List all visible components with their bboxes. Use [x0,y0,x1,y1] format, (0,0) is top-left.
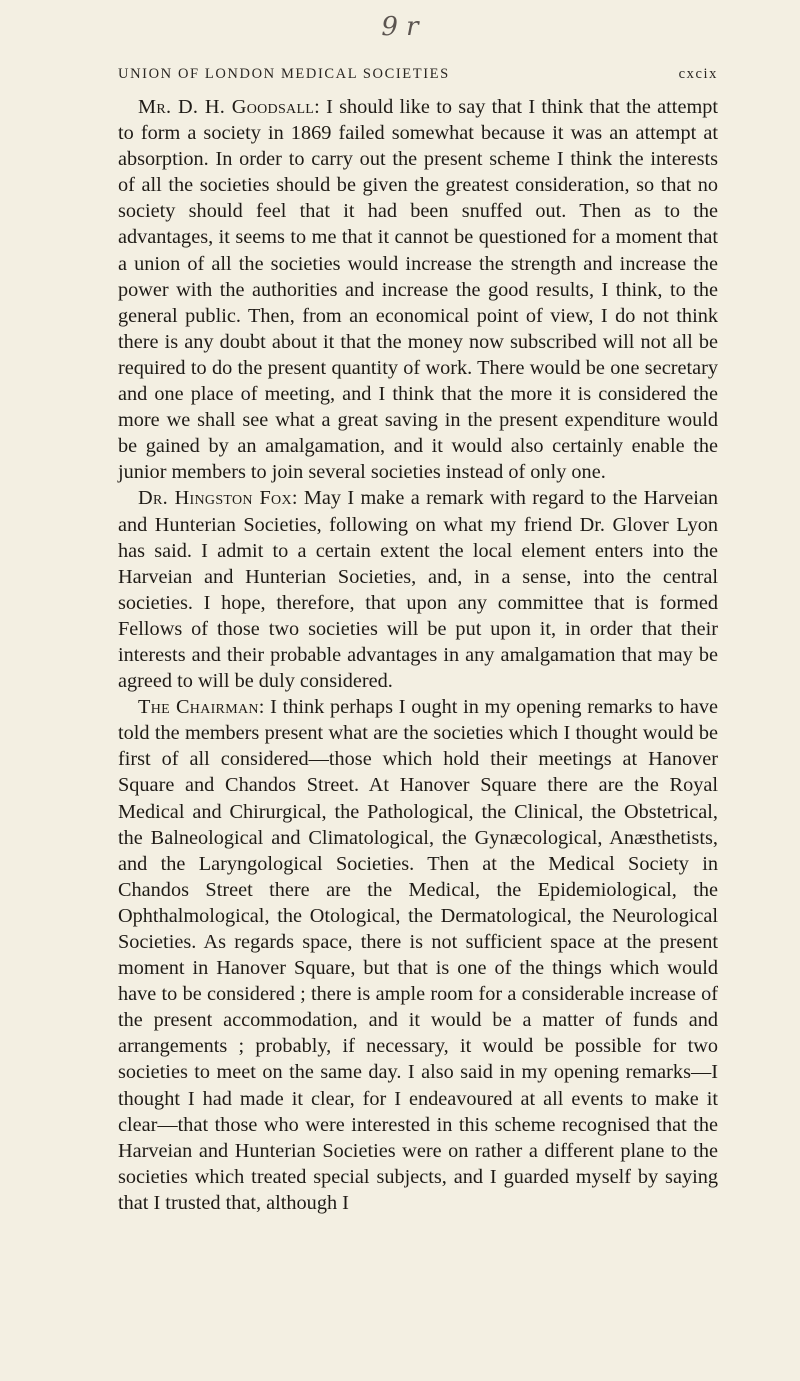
paragraph-text: : May I make a remark with regard to the Harveian and Hunterian Societies, following on what my friend Dr. Glover Lyon has said. I admit to a certain extent the local element enters into the Harveian and Hunterian Societies, and, in a sense, into the central societies. I hope, therefore, that upon any committee that is formed Fellows of those two societies will be put upon it, in order that their interests and their probable advantages in any amalgamation that may be agreed to will be duly considered. [118,487,718,693]
paragraph-text: : I should like to say that I think that the attempt to form a society in 1869 failed somewhat because it was an attempt at absorption. In order to carry out the present scheme I think the interests of all the societies should be given the greatest consideration, so that no society should feel that it had been snuffed out. Then as to the advantages, it seems to me that it cannot be questioned for a moment that a union of all the societies would increase the strength and increase the power with the authorities and increase the good results, I think, to the general public. Then, from an economical point of view, I do not think there is any doubt about it that the money now subscribed will not all be required to do the present quantity of work. There would be one secretary and one place of meeting, and I think that the more it is considered the more we shall see what a great saving in the present expenditure would be gained by an amalgamation, and it would also certainly enable the junior members to join several societies instead of only one. [118,96,718,484]
body-text [118,94,718,1216]
paragraph-hingston-fox [118,485,718,694]
speaker-name: The Chairman [138,696,259,719]
paragraph-goodsall [118,94,718,485]
running-head-title: UNION OF LONDON MEDICAL SOCIETIES [118,66,450,82]
pencil-annotation: 9 r [381,12,419,42]
paragraph-text: : I think perhaps I ought in my opening remarks to have told the members present what are the societies which I thought would be first of all considered—those which hold their meetings at Hanover Square and Chandos Street. At Hanover Square there are the Royal Medical and Chirurgical, the Pathological, the Clinical, the Obstetrical, the Balneological and Climatological, the Gynæcological, Anæsthetists, and the Laryngological Societies. Then at the Medical Society in Chandos Street there are the Medical, the Epidemiological, the Ophthalmological, the Otological, the Dermatological, the Neurological Societies. As regards space, there is not sufficient space at the present moment in Hanover Square, but that is one of the things which would have to be considered ; there is ample room for a considerable increase of the present accommodation, and it would be a matter of funds and arrangements ; probably, if necessary, it would be possible for two societies to meet on the same day. I also said in my opening remarks—I thought I had made it clear, for I endeavoured at all events to make it clear—that those who were interested in this scheme recognised that the Harveian and Hunterian Societies were on rather a different plane to the societies which treated special subjects, and I guarded myself by saying that I trusted that, although I [118,696,719,1214]
speaker-name: Dr. Hingston Fox [138,487,292,510]
speaker-name: Mr. D. H. Goodsall [138,96,315,118]
paragraph-chairman [118,694,718,1216]
page-number: cxcix [678,66,718,82]
